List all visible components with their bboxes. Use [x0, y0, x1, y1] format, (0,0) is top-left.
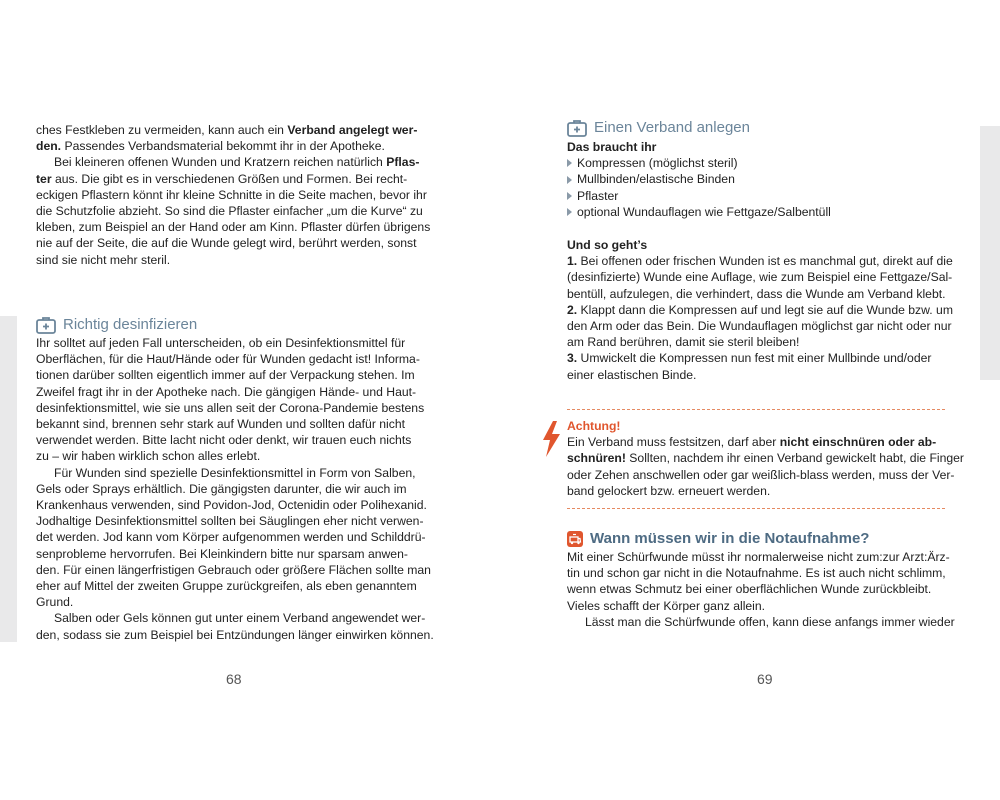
- step-line: 2. Klappt dann die Kompressen auf und legt sie auf die Wunde bzw. um: [567, 302, 953, 317]
- text-line: band gelockert bzw. erneuert werden.: [567, 483, 771, 498]
- text-line: Zweifel fragt ihr in der Apotheke nach. Die gängigen Hände- und Haut-: [36, 384, 417, 399]
- step-line: bentüll, aufzulegen, die verhindert, dass die Wunde am Verband klebt.: [567, 286, 946, 301]
- section-heading-disinfect: [36, 315, 197, 335]
- text-line: Bei kleineren offenen Wunden und Kratzern reichen natürlich Pflas-: [54, 155, 420, 170]
- text-line: bekannt sind, brennen sehr stark auf Wunden und sollten dafür nicht: [36, 417, 406, 432]
- dashed-divider: [567, 508, 945, 509]
- section-title: Einen Verband anlegen: [594, 119, 750, 136]
- text-line: eher auf Mittel der zweiten Gruppe zurückgreifen, als eben genanntem: [36, 579, 417, 594]
- warning-title: Achtung!: [567, 419, 621, 433]
- emergency-body: [567, 549, 955, 630]
- bullet-arrow-icon: [567, 176, 572, 184]
- text-line: Grund.: [36, 595, 74, 610]
- text-line: senprobleme hervorrufen. Bei Kleinkindern bitte nur sparsam anwen-: [36, 546, 408, 561]
- text-line: Krankenhaus verwenden, sind Povidon-Jod, Octenidin oder Polihexanid.: [36, 498, 427, 513]
- page-number: 68: [226, 671, 242, 687]
- text-line: Vieles schafft der Körper ganz allein.: [567, 598, 766, 613]
- text-line: zu – wir haben wirklich schon alles erlebt.: [36, 449, 261, 464]
- text-line: die Schutzfolie abzieht. So sind die Pflaster einfacher „um die Kurve“ zu: [36, 204, 423, 219]
- text-line: Ein Verband muss festsitzen, darf aber nicht einschnüren oder ab-: [567, 435, 937, 450]
- step-line: am Rand berühren, damit sie steril bleiben!: [567, 335, 800, 350]
- section-heading-bandage: [567, 118, 750, 138]
- bullet-arrow-icon: [567, 192, 572, 200]
- section-title: Wann müssen wir in die Notaufnahme?: [590, 530, 870, 547]
- text-line: ches Festkleben zu vermeiden, kann auch ein Verband angelegt wer-: [36, 123, 418, 137]
- list-item: [567, 204, 831, 220]
- step-line: 1. Bei offenen oder frischen Wunden ist es manchmal gut, direkt auf die: [567, 254, 953, 269]
- list-item: [567, 171, 831, 187]
- text-line: schnüren! Sollten, nachdem ihr einen Verband gewickelt habt, die Finger: [567, 451, 964, 466]
- first-aid-kit-icon: [567, 119, 587, 137]
- howto-block: [567, 237, 953, 383]
- warning-box: [567, 418, 964, 499]
- dashed-divider: [567, 409, 945, 410]
- text-line: Jodhaltige Desinfektionsmittel sollten bei Säuglingen eher nicht verwen-: [36, 514, 424, 529]
- text-line: kleben, zum Beispiel an der Hand oder am Kinn. Pflaster dürfen übrigens: [36, 220, 431, 235]
- text-line: tionen darüber sollten eigentlich immer auf der Verpackung stehen. Im: [36, 368, 415, 383]
- page-number: 69: [757, 671, 773, 687]
- list-item-label: Kompressen (möglichst steril): [577, 156, 738, 171]
- list-item: [567, 155, 831, 171]
- step-line: den Arm oder das Bein. Die Wundauflagen möglichst gar nicht oder nur: [567, 319, 952, 334]
- list-item-label: Pflaster: [577, 188, 619, 203]
- step-line: einer elastischen Binde.: [567, 367, 697, 382]
- bullet-arrow-icon: [567, 159, 572, 167]
- text-line: eckigen Pflastern könnt ihr kleine Schnitte in die Seite machen, bevor ihr: [36, 187, 427, 202]
- text-line: ter aus. Die gibt es in verschiedenen Größen und Formen. Bei recht-: [36, 171, 408, 186]
- section-title: Richtig desinfizieren: [63, 316, 198, 333]
- first-aid-kit-icon: [36, 316, 56, 334]
- text-line: Ihr solltet auf jeden Fall unterscheiden, ob ein Desinfektionsmittel für: [36, 336, 406, 350]
- needs-block: [567, 139, 831, 220]
- bullet-arrow-icon: [567, 208, 572, 216]
- list-item-label: Mullbinden/elastische Binden: [577, 172, 735, 187]
- text-line: Salben oder Gels können gut unter einem Verband angewendet wer-: [54, 611, 426, 626]
- text-line: Gels oder Sprays erhältlich. Die gängigsten darunter, die wir auch im: [36, 481, 407, 496]
- text-line: desinfektionsmittel, wie sie uns allen seit der Corona-Pandemie bestens: [36, 400, 425, 415]
- needs-title: Das braucht ihr: [567, 140, 657, 154]
- text-line: det werden. Jod kann vom Körper aufgenommen werden und Schilddrü-: [36, 530, 426, 545]
- text-line: wenn etwas Schmutz bei einer oberflächlichen Wunde zurückbleibt.: [567, 582, 932, 597]
- step-line: (desinfizierte) Wunde eine Auflage, wie zum Beispiel eine Fettgaze/Sal-: [567, 270, 953, 285]
- text-line: den. Für einen längerfristigen Gebrauch oder größere Flächen sollte man: [36, 562, 431, 577]
- text-line: Mit einer Schürfwunde müsst ihr normalerweise nicht zum:zur Arzt:Ärz-: [567, 550, 950, 564]
- ambulance-icon: [567, 531, 583, 547]
- lightning-icon: [540, 420, 562, 458]
- text-line: den. Passendes Verbandsmaterial bekommt ihr in der Apotheke.: [36, 139, 385, 154]
- text-line: sind sie nicht mehr steril.: [36, 252, 171, 267]
- text-line: verwendet werden. Bitte lacht nicht oder denkt, wir trauen euch nichts: [36, 433, 412, 448]
- list-item: [567, 188, 831, 204]
- text-line: Oberflächen, für die Haut/Hände oder für Wunden gedacht ist! Informa-: [36, 352, 420, 367]
- text-line: Lässt man die Schürfwunde offen, kann diese anfangs immer wieder: [585, 614, 955, 629]
- text-line: tin und schon gar nicht in die Notaufnahme. Es ist auch nicht schlimm,: [567, 566, 946, 581]
- howto-title: Und so geht’s: [567, 238, 648, 252]
- right-page: [500, 0, 1000, 800]
- text-line: nie auf der Seite, die auf die Wunde gelegt wird, berührt werden, sonst: [36, 236, 417, 251]
- text-line: oder Zehen anschwellen oder gar weißlich-blass werden, muss der Ver-: [567, 467, 955, 482]
- section-heading-emergency: [567, 529, 869, 549]
- disinfect-body: [36, 335, 434, 643]
- step-line: 3. Umwickelt die Kompressen nun fest mit einer Mullbinde und/oder: [567, 351, 932, 366]
- list-item-label: optional Wundauflagen wie Fettgaze/Salbentüll: [577, 204, 831, 219]
- text-line: Für Wunden sind spezielle Desinfektionsmittel in Form von Salben,: [54, 465, 416, 480]
- text-line: den, sodass sie zum Beispiel bei Entzündungen länger einwirken können.: [36, 627, 434, 642]
- intro-paragraph: [36, 122, 430, 268]
